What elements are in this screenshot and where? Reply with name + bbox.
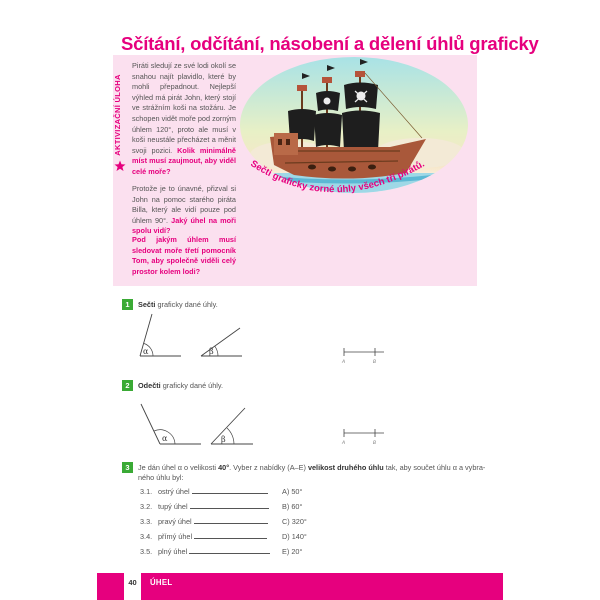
task-1-figures (138, 312, 388, 365)
item-label: ostrý úhel (158, 487, 190, 496)
chapter-title: ÚHEL (150, 578, 173, 587)
item-label: pravý úhel (158, 517, 192, 526)
page-title: Sčítání, odčítání, násobení a dělení úhlů graficky (121, 33, 539, 54)
angle-alpha (141, 404, 201, 444)
option-c: C) 320° (282, 517, 307, 526)
svg-text:A: A (342, 441, 346, 446)
svg-text:B: B (373, 360, 377, 365)
answer-blank[interactable] (192, 493, 268, 494)
story-paragraph-2 (132, 184, 236, 237)
item-number: 3.1. (140, 487, 153, 496)
angle-beta (211, 408, 253, 444)
task-3-instruction-line2: ného úhlu byl: (138, 473, 184, 482)
task-text: tak, aby součet úhlu α a vybra- (383, 463, 486, 472)
task-1-instruction (138, 300, 218, 309)
answer-blank[interactable] (194, 523, 268, 524)
angle-beta (201, 328, 242, 356)
activation-side-label (114, 60, 128, 170)
item-label: přímý úhel (158, 532, 193, 541)
svg-text:β: β (221, 435, 226, 444)
task-2-instruction (138, 381, 223, 390)
task-verb: Sečti (138, 300, 156, 309)
story-question: Kolik minimálně míst musí zaujmout, aby viděl celé moře? (132, 145, 236, 176)
segment-ab (341, 348, 384, 365)
task-2-figures (138, 400, 388, 450)
answer-row-3-2 (140, 502, 269, 511)
answer-blank[interactable] (194, 538, 267, 539)
task-3-badge: 3 (122, 462, 133, 473)
answer-blank[interactable] (189, 553, 270, 554)
answer-row-3-4 (140, 532, 267, 541)
option-d: D) 140° (282, 532, 307, 541)
svg-text:α: α (143, 347, 149, 356)
task-2-badge: 2 (122, 380, 133, 391)
segment-ab (341, 429, 384, 446)
page-number: 40 (128, 578, 137, 587)
svg-text:B: B (373, 441, 377, 446)
story-question: Jaký úhel na moři spolu vidí? (132, 215, 236, 236)
svg-text:α: α (162, 434, 168, 443)
answer-blank[interactable] (190, 508, 269, 509)
item-number: 3.4. (140, 532, 153, 541)
angle-value: 40° (218, 463, 230, 472)
item-number: 3.5. (140, 547, 153, 556)
task-verb: Odečti (138, 381, 161, 390)
star-icon (114, 160, 126, 172)
answer-row-3-5 (140, 547, 270, 556)
svg-text:β: β (209, 347, 214, 356)
activation-label-text: AKTIVIZAČNÍ ÚLOHA (113, 74, 122, 156)
item-label: plný úhel (158, 547, 188, 556)
option-e: E) 20° (282, 547, 303, 556)
item-number: 3.2. (140, 502, 153, 511)
task-text: graficky dané úhly. (155, 300, 218, 309)
option-b: B) 60° (282, 502, 303, 511)
task-emphasis: velikost druhého úhlu (307, 463, 384, 472)
task-text: graficky dané úhly. (160, 381, 224, 390)
answer-row-3-1 (140, 487, 268, 496)
task-text: . Vyber z nabídky (A–E) (229, 463, 308, 472)
item-label: tupý úhel (158, 502, 188, 511)
item-number: 3.3. (140, 517, 153, 526)
footer-accent-block (97, 573, 124, 600)
story-text: Protože je to únavné, přizval si John na pomoc starého piráta Billa, který ale vidí pouze pod úhlem 90°. (132, 184, 236, 225)
task-3-instruction (138, 463, 485, 472)
story-text: Piráti sledují ze své lodi okolí se snahou najít plavidlo, které by mohli přepadnout. Nejlepší výhled má pirát John, který stojí ve strážním koši na stožáru. Je schopen vidět moře pod zorným úhlem 120°, proto ale musí v koši neustále přecházet a měnit svoji pozici. (132, 61, 236, 155)
footer-bar (141, 573, 503, 600)
task-text: Je dán úhel α o velikosti (138, 463, 219, 472)
option-a: A) 50° (282, 487, 303, 496)
answer-row-3-3 (140, 517, 268, 526)
pirate-ship-illustration (230, 55, 480, 205)
task-1-badge: 1 (122, 299, 133, 310)
story-paragraph-3: Pod jakým úhlem musí sledovat moře třetí pomocník Tom, aby společně viděli celý prostor kolem lodi? (132, 235, 236, 276)
angle-alpha (140, 314, 181, 356)
ship-caption: Sečti graficky zorné úhly všech tří pirátů. (248, 158, 427, 196)
story-paragraph-1 (132, 61, 236, 178)
svg-text:A: A (342, 360, 346, 365)
